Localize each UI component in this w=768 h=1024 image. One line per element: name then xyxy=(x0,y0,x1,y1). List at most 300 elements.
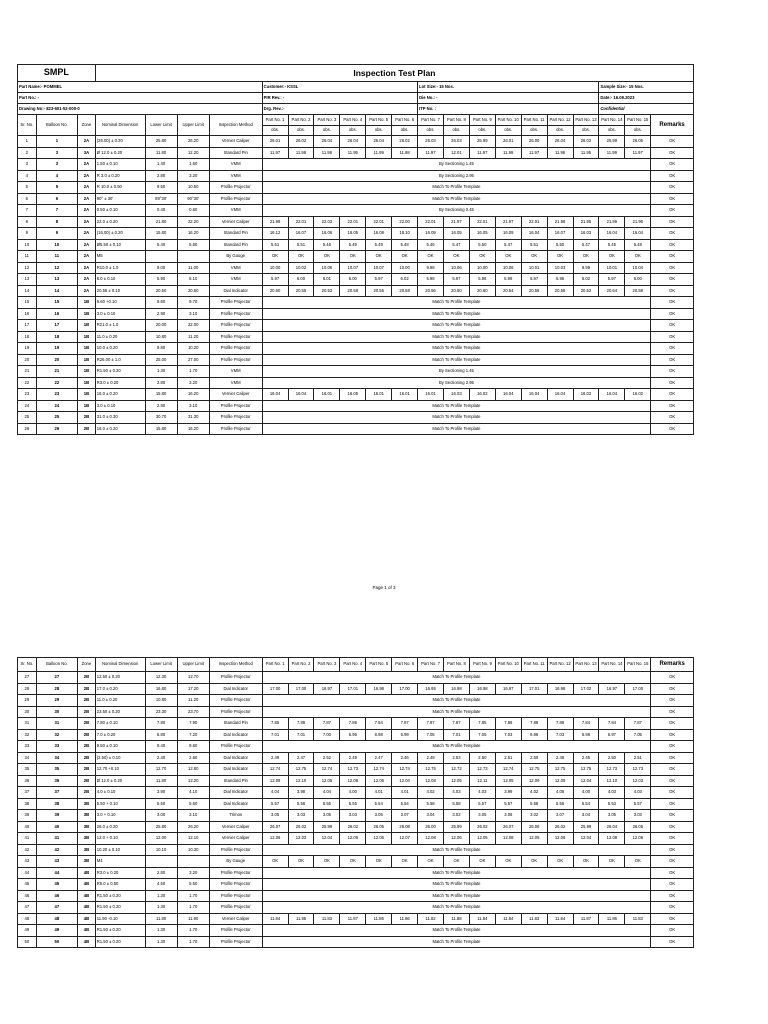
observation-cell: 5.51 xyxy=(288,239,314,251)
observation-cell: OK xyxy=(340,856,366,868)
zone-cell: 3B xyxy=(78,833,96,845)
zone-cell: 2A xyxy=(78,216,96,228)
observation-cell: 12.09 xyxy=(521,775,547,787)
remarks-cell: OK xyxy=(651,182,694,194)
observation-cell: 16.02 xyxy=(625,389,651,401)
table-row xyxy=(18,752,694,764)
col-lower: Lower Limit xyxy=(145,658,177,672)
balloon-no-cell: 5 xyxy=(36,182,77,194)
zone-cell: 1B xyxy=(78,366,96,378)
zone-cell: 1B xyxy=(78,308,96,320)
remarks-cell: OK xyxy=(651,936,694,948)
observation-cell: 26.00 xyxy=(521,136,547,148)
remarks-cell: OK xyxy=(651,412,694,424)
observation-cell: 12.06 xyxy=(444,833,470,845)
observation-cell: 16.02 xyxy=(573,389,599,401)
upper-limit-cell: 26.20 xyxy=(177,821,209,833)
zone-cell: 1B xyxy=(78,400,96,412)
observation-cell: 16.97 xyxy=(314,683,340,695)
observation-cell: 16.04 xyxy=(495,389,521,401)
col-part: Part No. 3 xyxy=(314,658,340,672)
col-part: Part No. 13 xyxy=(573,115,599,126)
remarks-cell: OK xyxy=(651,159,694,171)
table-row xyxy=(18,400,694,412)
col-obs: obs. xyxy=(547,126,573,136)
observation-cell: OK xyxy=(625,251,651,263)
observation-cell: 26.01 xyxy=(495,136,521,148)
table-row xyxy=(18,890,694,902)
observation-cell: 20.58 xyxy=(547,285,573,297)
observation-cell: 6.98 xyxy=(366,729,392,741)
balloon-no-cell: 47 xyxy=(36,902,77,914)
observation-cell: 12.05 xyxy=(495,775,521,787)
balloon-no-cell: 15 xyxy=(36,297,77,309)
observation-cell: 25.99 xyxy=(444,821,470,833)
table-row xyxy=(18,297,694,309)
nominal-dimension-cell: 4.0 ± 0.10 xyxy=(95,787,145,799)
observation-cell: 20.54 xyxy=(495,285,521,297)
observation-cell: 10.06 xyxy=(314,262,340,274)
nominal-dimension-cell: 17.0 ± 0.20 xyxy=(95,683,145,695)
table-row xyxy=(18,902,694,914)
observation-cell: 16.02 xyxy=(469,389,495,401)
lower-limit-cell: 0.40 xyxy=(145,205,177,217)
inspection-method-cell: Profile Projector xyxy=(209,400,262,412)
remarks-cell: OK xyxy=(651,752,694,764)
zone-cell: 1B xyxy=(78,389,96,401)
zone-cell: 2B xyxy=(78,752,96,764)
observation-cell: 5.58 xyxy=(288,798,314,810)
die-no: Die No.: - xyxy=(418,93,599,104)
observation-cell: 2.49 xyxy=(340,752,366,764)
nominal-dimension-cell: 0.50 ± 0.10 xyxy=(95,205,145,217)
balloon-no-cell: 9 xyxy=(36,228,77,240)
inspection-method-cell: Dial Indicator xyxy=(209,798,262,810)
observation-cell: 4.03 xyxy=(625,787,651,799)
table-row xyxy=(18,695,694,707)
nominal-dimension-cell: 31.0 ± 0.30 xyxy=(95,412,145,424)
inspection-method-cell: Profile Projector xyxy=(209,331,262,343)
observation-note-cell: Match To Profile Template xyxy=(262,331,651,343)
observation-cell: 20.53 xyxy=(314,285,340,297)
balloon-no-cell: 4 xyxy=(36,170,77,182)
col-part: Part No. 15 xyxy=(625,115,651,126)
nominal-dimension-cell: 90° ± 30' xyxy=(95,193,145,205)
observation-cell: 22.01 xyxy=(521,216,547,228)
observation-cell: 12.75 xyxy=(573,764,599,776)
remarks-cell: OK xyxy=(651,890,694,902)
table-row xyxy=(18,867,694,879)
upper-limit-cell: 0.60 xyxy=(177,205,209,217)
remarks-cell: OK xyxy=(651,354,694,366)
upper-limit-cell: 3.10 xyxy=(177,400,209,412)
col-remarks: Remarks xyxy=(651,658,694,672)
observation-cell: 12.04 xyxy=(314,833,340,845)
customer: Customer:- KSSL xyxy=(262,82,417,93)
nominal-dimension-cell: R3.0 ± 0.20 xyxy=(95,377,145,389)
balloon-no-cell: 35 xyxy=(36,764,77,776)
col-part: Part No. 9 xyxy=(469,115,495,126)
upper-limit-cell: 7.90 xyxy=(177,718,209,730)
nominal-dimension-cell: M4 xyxy=(95,856,145,868)
inspection-method-cell: Profile Projector xyxy=(209,193,262,205)
drg-rev: Drg. Rev.:- xyxy=(262,104,417,115)
col-obs: obs. xyxy=(340,126,366,136)
observation-cell: 4.00 xyxy=(573,787,599,799)
remarks-cell: OK xyxy=(651,764,694,776)
remarks-cell: OK xyxy=(651,297,694,309)
col-part: Part No. 4 xyxy=(340,115,366,126)
sr-no-cell: 22 xyxy=(18,377,37,389)
observation-cell: 2.53 xyxy=(444,752,470,764)
observation-cell: 11.83 xyxy=(521,913,547,925)
observation-cell: 7.84 xyxy=(366,718,392,730)
lower-limit-cell: 1.30 xyxy=(145,366,177,378)
balloon-no-cell: 11 xyxy=(36,251,77,263)
lower-limit-cell: 2.90 xyxy=(145,308,177,320)
sr-no-cell: 43 xyxy=(18,856,37,868)
zone-cell: 2B xyxy=(78,764,96,776)
observation-cell: 11.97 xyxy=(262,147,288,159)
observation-cell: 12.09 xyxy=(547,775,573,787)
observation-cell: 5.53 xyxy=(599,798,625,810)
observation-cell: 26.00 xyxy=(418,821,444,833)
sr-no-cell: 6 xyxy=(18,193,37,205)
sr-no-cell: 12 xyxy=(18,262,37,274)
observation-cell: 16.04 xyxy=(625,228,651,240)
observation-cell: OK xyxy=(599,251,625,263)
nominal-dimension-cell: (2.50) ± 0.10 xyxy=(95,752,145,764)
upper-limit-cell: 5.60 xyxy=(177,239,209,251)
observation-cell: 7.01 xyxy=(288,729,314,741)
observation-cell: 2.49 xyxy=(262,752,288,764)
zone-cell: 4B xyxy=(78,902,96,914)
sr-no-cell: 37 xyxy=(18,787,37,799)
observation-cell: 22.00 xyxy=(392,216,418,228)
sr-no-cell: 35 xyxy=(18,764,37,776)
observation-cell: 20.60 xyxy=(262,285,288,297)
observation-cell: 5.58 xyxy=(521,798,547,810)
remarks-cell: OK xyxy=(651,147,694,159)
sr-no-cell: 38 xyxy=(18,798,37,810)
col-method: Inspection Method xyxy=(209,658,262,672)
observation-cell: 16.01 xyxy=(418,389,444,401)
inspection-method-cell: Vernier Caliper xyxy=(209,833,262,845)
col-part: Part No. 14 xyxy=(599,115,625,126)
balloon-no-cell: 45 xyxy=(36,879,77,891)
table-row xyxy=(18,729,694,741)
observation-cell: 11.87 xyxy=(340,913,366,925)
observation-cell: 7.88 xyxy=(288,718,314,730)
nominal-dimension-cell: R 10.0 ± 0.50 xyxy=(95,182,145,194)
observation-cell: 5.58 xyxy=(444,798,470,810)
nominal-dimension-cell: Ø 12.0 ± 0.20 xyxy=(95,775,145,787)
inspection-method-cell: Vernier Caliper xyxy=(209,913,262,925)
upper-limit-cell: 17.20 xyxy=(177,683,209,695)
lower-limit-cell: 2.80 xyxy=(145,170,177,182)
observation-cell: 5.47 xyxy=(495,239,521,251)
observation-cell: 7.01 xyxy=(444,729,470,741)
observation-cell: 26.02 xyxy=(288,136,314,148)
col-remarks: Remarks xyxy=(651,115,694,136)
observation-cell: 10.00 xyxy=(262,262,288,274)
observation-cell: 26.01 xyxy=(262,136,288,148)
observation-cell: 5.99 xyxy=(495,274,521,286)
col-lower: Lower Limit xyxy=(145,115,177,136)
upper-limit-cell: 26.20 xyxy=(177,136,209,148)
balloon-no-cell: 34 xyxy=(36,752,77,764)
remarks-cell: OK xyxy=(651,833,694,845)
lower-limit-cell: 1.30 xyxy=(145,925,177,937)
nominal-dimension-cell: 11.90 -0.10 xyxy=(95,913,145,925)
observation-cell: 16.98 xyxy=(547,683,573,695)
table-row xyxy=(18,775,694,787)
upper-limit-cell: 12.20 xyxy=(177,775,209,787)
observation-cell: 17.01 xyxy=(521,683,547,695)
sr-no-cell: 31 xyxy=(18,718,37,730)
lower-limit-cell: 9.60 xyxy=(145,297,177,309)
nominal-dimension-cell: R1.50 ± 0.20 xyxy=(95,902,145,914)
observation-cell: 3.02 xyxy=(521,810,547,822)
sr-no-cell: 11 xyxy=(18,251,37,263)
observation-cell: 4.01 xyxy=(366,787,392,799)
table-row xyxy=(18,798,694,810)
nominal-dimension-cell: 12.70 +0.10 xyxy=(95,764,145,776)
observation-cell: 12.08 xyxy=(599,833,625,845)
observation-cell: 5.97 xyxy=(521,274,547,286)
zone-cell: 2B xyxy=(78,787,96,799)
observation-cell: 3.05 xyxy=(469,810,495,822)
balloon-no-cell: 40 xyxy=(36,821,77,833)
observation-cell: 6.96 xyxy=(573,729,599,741)
observation-cell: 2.47 xyxy=(288,752,314,764)
observation-cell: 3.05 xyxy=(599,810,625,822)
col-sr: Sr. No. xyxy=(18,115,37,136)
col-part: Part No. 10 xyxy=(495,115,521,126)
nominal-dimension-cell: R26.00 ± 1.0 xyxy=(95,354,145,366)
observation-cell: 12.72 xyxy=(444,764,470,776)
table-row xyxy=(18,228,694,240)
col-part: Part No. 1 xyxy=(262,658,288,672)
observation-note-cell: By Sectioning 2.95 xyxy=(262,377,651,389)
observation-cell: 26.03 xyxy=(418,136,444,148)
zone-cell: 3B xyxy=(78,798,96,810)
observation-cell: 9.99 xyxy=(573,262,599,274)
observation-cell: 2.45 xyxy=(573,752,599,764)
table-row xyxy=(18,366,694,378)
observation-note-cell: Match To Profile Template xyxy=(262,925,651,937)
table-row xyxy=(18,879,694,891)
observation-cell: 26.04 xyxy=(340,136,366,148)
observation-cell: 22.01 xyxy=(366,216,392,228)
inspection-method-cell: Profile Projector xyxy=(209,925,262,937)
observation-cell: 5.50 xyxy=(469,239,495,251)
col-part: Part No. 10 xyxy=(495,658,521,672)
zone-cell: 2A xyxy=(78,274,96,286)
upper-limit-cell: 4.10 xyxy=(177,787,209,799)
observation-cell: 12.04 xyxy=(573,833,599,845)
table-row xyxy=(18,262,694,274)
remarks-cell: OK xyxy=(651,228,694,240)
remarks-cell: OK xyxy=(651,239,694,251)
observation-cell: 12.04 xyxy=(573,775,599,787)
lower-limit-cell: 2.80 xyxy=(145,377,177,389)
col-nominal: Nominal Dimension xyxy=(95,658,145,672)
zone-cell: 2B xyxy=(78,412,96,424)
lower-limit-cell: 7.80 xyxy=(145,718,177,730)
sr-no-cell: 34 xyxy=(18,752,37,764)
observation-cell: 22.01 xyxy=(288,216,314,228)
lower-limit-cell: 1.40 xyxy=(145,159,177,171)
zone-cell: 3B xyxy=(78,844,96,856)
nominal-dimension-cell: Ø5.50 ± 0.10 xyxy=(95,239,145,251)
observation-cell: 16.01 xyxy=(392,389,418,401)
observation-cell: 16.07 xyxy=(547,228,573,240)
observation-cell: 6.01 xyxy=(314,274,340,286)
lower-limit-cell: 12.70 xyxy=(145,764,177,776)
observation-cell: 11.99 xyxy=(366,147,392,159)
remarks-cell: OK xyxy=(651,729,694,741)
nominal-dimension-cell: 23.50 ± 0.20 xyxy=(95,706,145,718)
upper-limit-cell: 11.20 xyxy=(177,695,209,707)
observation-cell: 21.98 xyxy=(547,216,573,228)
col-balloon: Balloon No. xyxy=(36,658,77,672)
observation-cell: 7.87 xyxy=(625,718,651,730)
observation-cell: 5.55 xyxy=(314,798,340,810)
balloon-no-cell: 39 xyxy=(36,810,77,822)
observation-cell: 10.00 xyxy=(469,262,495,274)
table-row xyxy=(18,856,694,868)
nominal-dimension-cell: R1.50 ± 0.20 xyxy=(95,925,145,937)
sr-no-cell: 21 xyxy=(18,366,37,378)
inspection-method-cell: Profile Projector xyxy=(209,879,262,891)
table-body-page-1 xyxy=(18,136,694,435)
observation-cell: 16.03 xyxy=(573,228,599,240)
observation-cell: 7.87 xyxy=(444,718,470,730)
observation-cell: 9.98 xyxy=(418,262,444,274)
lower-limit-cell: 10.80 xyxy=(145,695,177,707)
observation-cell: 16.05 xyxy=(469,228,495,240)
upper-limit-cell: 11.00 xyxy=(177,262,209,274)
sr-no-cell: 33 xyxy=(18,741,37,753)
observation-cell: 10.01 xyxy=(599,262,625,274)
observation-cell: 16.97 xyxy=(495,683,521,695)
nominal-dimension-cell: R1.50 ± 0.20 xyxy=(95,890,145,902)
observation-note-cell: Match To Profile Template xyxy=(262,706,651,718)
observation-cell: 12.05 xyxy=(521,833,547,845)
observation-cell: 6.02 xyxy=(573,274,599,286)
remarks-cell: OK xyxy=(651,810,694,822)
observation-cell: 4.04 xyxy=(314,787,340,799)
part-name: Part Name:- POMMEL xyxy=(18,82,263,93)
observation-cell: 5.54 xyxy=(573,798,599,810)
upper-limit-cell: 31.30 xyxy=(177,412,209,424)
observation-cell: 12.04 xyxy=(392,775,418,787)
zone-cell: 2A xyxy=(78,159,96,171)
sr-no-cell: 25 xyxy=(18,412,37,424)
zone-cell: 2A xyxy=(78,228,96,240)
remarks-cell: OK xyxy=(651,902,694,914)
observation-cell: 20.58 xyxy=(340,285,366,297)
col-obs: obs. xyxy=(495,126,521,136)
remarks-cell: OK xyxy=(651,274,694,286)
observation-cell: 20.56 xyxy=(418,285,444,297)
observation-cell: 5.97 xyxy=(366,274,392,286)
nominal-dimension-cell: R21.0 ± 1.0 xyxy=(95,320,145,332)
observation-cell: 20.55 xyxy=(288,285,314,297)
observation-cell: 5.46 xyxy=(314,239,340,251)
observation-cell: 7.87 xyxy=(392,718,418,730)
column-header-row-page-1 xyxy=(18,115,694,126)
observation-cell: 20.54 xyxy=(599,285,625,297)
observation-cell: 4.03 xyxy=(599,787,625,799)
inspection-method-cell: Profile Projector xyxy=(209,423,262,435)
col-obs: obs. xyxy=(625,126,651,136)
inspection-method-cell: Vernier Caliper xyxy=(209,136,262,148)
observation-cell: 12.05 xyxy=(469,833,495,845)
nominal-dimension-cell: M5 xyxy=(95,251,145,263)
lower-limit-cell: 20.50 xyxy=(145,285,177,297)
balloon-no-cell: 31 xyxy=(36,718,77,730)
upper-limit-cell: 3.20 xyxy=(177,170,209,182)
observation-cell: 11.95 xyxy=(573,147,599,159)
sr-no-cell: 42 xyxy=(18,844,37,856)
observation-cell: 6.00 xyxy=(288,274,314,286)
observation-cell: OK xyxy=(495,251,521,263)
remarks-cell: OK xyxy=(651,400,694,412)
table-row xyxy=(18,274,694,286)
observation-cell: 5.47 xyxy=(443,239,469,251)
observation-cell: 3.05 xyxy=(314,810,340,822)
inspection-method-cell: VMM xyxy=(209,262,262,274)
observation-note-cell: By Sectioning 0.45 xyxy=(262,205,651,217)
observation-cell: 10.01 xyxy=(521,262,547,274)
observation-cell: 12.07 xyxy=(392,833,418,845)
sr-no-cell: 48 xyxy=(18,913,37,925)
observation-cell: 16.04 xyxy=(599,389,625,401)
inspection-method-cell: Vernier Caliper xyxy=(209,216,262,228)
inspection-method-cell: By Gauge xyxy=(209,856,262,868)
observation-cell: 3.98 xyxy=(288,787,314,799)
observation-cell: 3.03 xyxy=(288,810,314,822)
zone-cell: 3B xyxy=(78,810,96,822)
observation-cell: 16.98 xyxy=(469,683,495,695)
observation-cell: 26.04 xyxy=(599,821,625,833)
observation-cell: 4.03 xyxy=(469,787,495,799)
observation-cell: 16.01 xyxy=(314,389,340,401)
zone-cell: 2B xyxy=(78,683,96,695)
observation-cell: OK xyxy=(495,856,521,868)
nominal-dimension-cell: 11.0 ± 0.20 xyxy=(95,695,145,707)
observation-cell: 20.58 xyxy=(625,285,651,297)
observation-cell: 16.04 xyxy=(521,228,547,240)
observation-cell: 11.84 xyxy=(495,913,521,925)
observation-cell: 12.01 xyxy=(443,147,469,159)
upper-limit-cell: 12.80 xyxy=(177,764,209,776)
observation-cell: 5.54 xyxy=(366,798,392,810)
remarks-cell: OK xyxy=(651,683,694,695)
observation-cell: 26.02 xyxy=(392,136,418,148)
observation-cell: 16.06 xyxy=(314,228,340,240)
observation-cell: 17.02 xyxy=(573,683,599,695)
nominal-dimension-cell: R3.0 ± 0.20 xyxy=(95,867,145,879)
observation-cell: 21.98 xyxy=(262,216,288,228)
remarks-cell: OK xyxy=(651,879,694,891)
balloon-no-cell: 46 xyxy=(36,890,77,902)
col-zone: Zone xyxy=(78,115,96,136)
observation-cell: 7.85 xyxy=(262,718,288,730)
observation-cell: 12.06 xyxy=(340,833,366,845)
